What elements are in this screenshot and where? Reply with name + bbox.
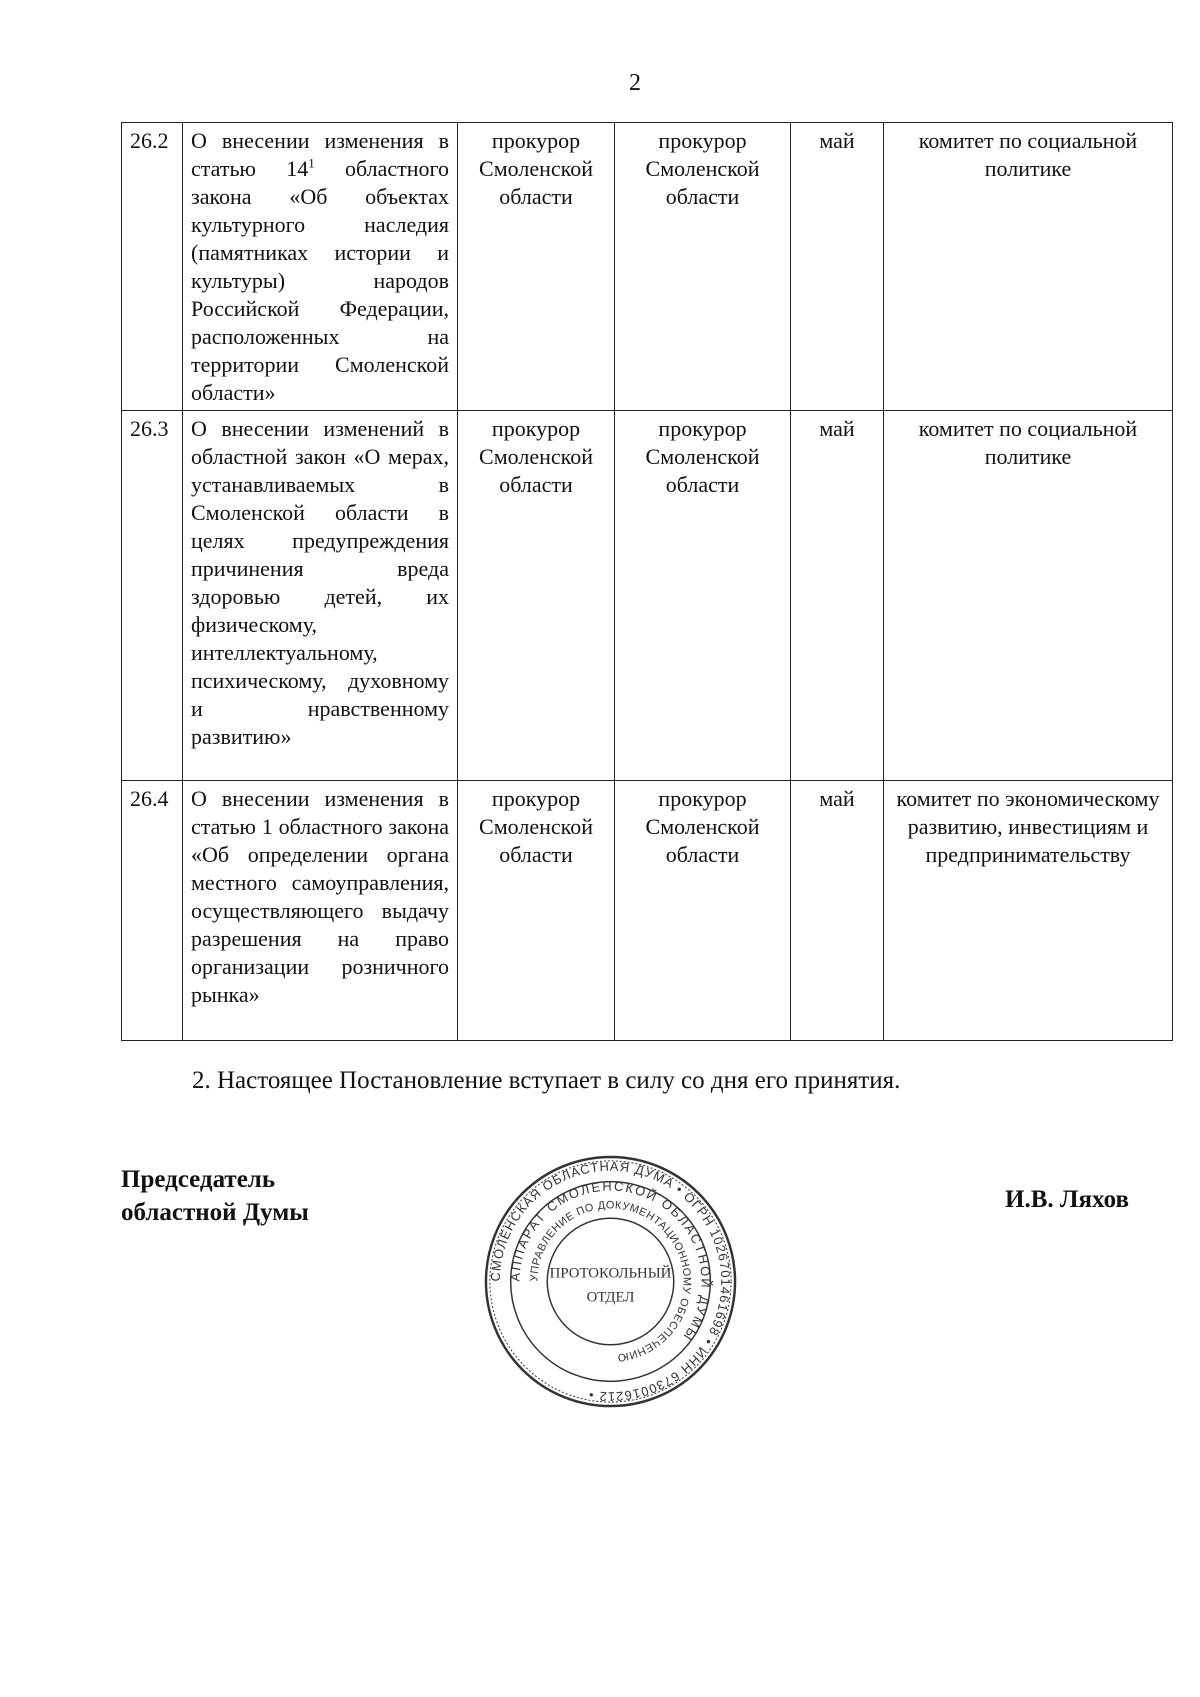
row-committee: комитет по социальной политике bbox=[884, 411, 1173, 781]
plan-table bbox=[121, 122, 1173, 1041]
row-month: май bbox=[791, 781, 884, 1041]
row-initiator: прокурор Смоленской области bbox=[458, 781, 615, 1041]
row-title-text-continued: областного закона «Об объектах культурного наследия (памятниках истории и культуры) народов Российской Федерации, расположенных на территории Смоленской области» bbox=[191, 156, 449, 405]
row-responsible: прокурор Смоленской области bbox=[615, 411, 791, 781]
row-committee: комитет по экономическому развитию, инвестициям и предпринимательству bbox=[884, 781, 1173, 1041]
row-responsible: прокурор Смоленской области bbox=[615, 781, 791, 1041]
row-number: 26.4 bbox=[122, 781, 183, 1041]
row-title bbox=[183, 123, 458, 411]
seal-center-line2: ОТДЕЛ bbox=[586, 1289, 635, 1306]
clause-text: 2. Настоящее Постановление вступает в силу со дня его принятия. bbox=[192, 1067, 901, 1094]
signatory-name: И.В. Ляхов bbox=[1005, 1186, 1129, 1213]
official-seal bbox=[482, 1153, 739, 1410]
seal-middle-text: АППАРАТ СМОЛЕНСКОЙ ОБЛАСТНОЙ ДУМЫ bbox=[507, 1178, 714, 1345]
row-initiator: прокурор Смоленской области bbox=[458, 411, 615, 781]
table-row bbox=[122, 123, 1173, 411]
row-initiator: прокурор Смоленской области bbox=[458, 123, 615, 411]
signatory-title-line1: Председатель bbox=[121, 1166, 276, 1193]
signatory-title-line2: областной Думы bbox=[121, 1199, 309, 1226]
row-number: 26.3 bbox=[122, 411, 183, 781]
row-title-text: О внесении изменения в статью 14 bbox=[191, 128, 449, 181]
signatory-title bbox=[121, 1163, 309, 1229]
page-number: 2 bbox=[629, 70, 641, 96]
row-title: О внесении изменений в областной закон «О мерах, устанавливаемых в Смоленской области в целях предупреждения причинения вреда здоровью детей, их физическому, интеллектуальному, психическому, духовному и нравственному развитию» bbox=[183, 411, 458, 781]
row-responsible: прокурор Смоленской области bbox=[615, 123, 791, 411]
row-month: май bbox=[791, 411, 884, 781]
row-number: 26.2 bbox=[122, 123, 183, 411]
seal-outer-text: СМОЛЕНСКАЯ ОБЛАСТНАЯ ДУМА • ОГРН 1026701461698 • ИНН 6730016212 • bbox=[487, 1158, 734, 1405]
seal-graphic bbox=[482, 1153, 739, 1410]
row-title: О внесении изменения в статью 1 областного закона «Об определении органа местного самоуправления, осуществляющего выдачу разрешения на право организации розничного рынка» bbox=[183, 781, 458, 1041]
row-month: май bbox=[791, 123, 884, 411]
seal-inner-text: УПРАВЛЕНИЕ ПО ДОКУМЕНТАЦИОННОМУ ОБЕСПЕЧЕНИЮ bbox=[528, 1199, 693, 1364]
seal-center-line1: ПРОТОКОЛЬНЫЙ bbox=[549, 1265, 672, 1282]
row-committee: комитет по социальной политике bbox=[884, 123, 1173, 411]
table-row bbox=[122, 411, 1173, 781]
table-row bbox=[122, 781, 1173, 1041]
row-title-superscript: 1 bbox=[308, 155, 315, 171]
